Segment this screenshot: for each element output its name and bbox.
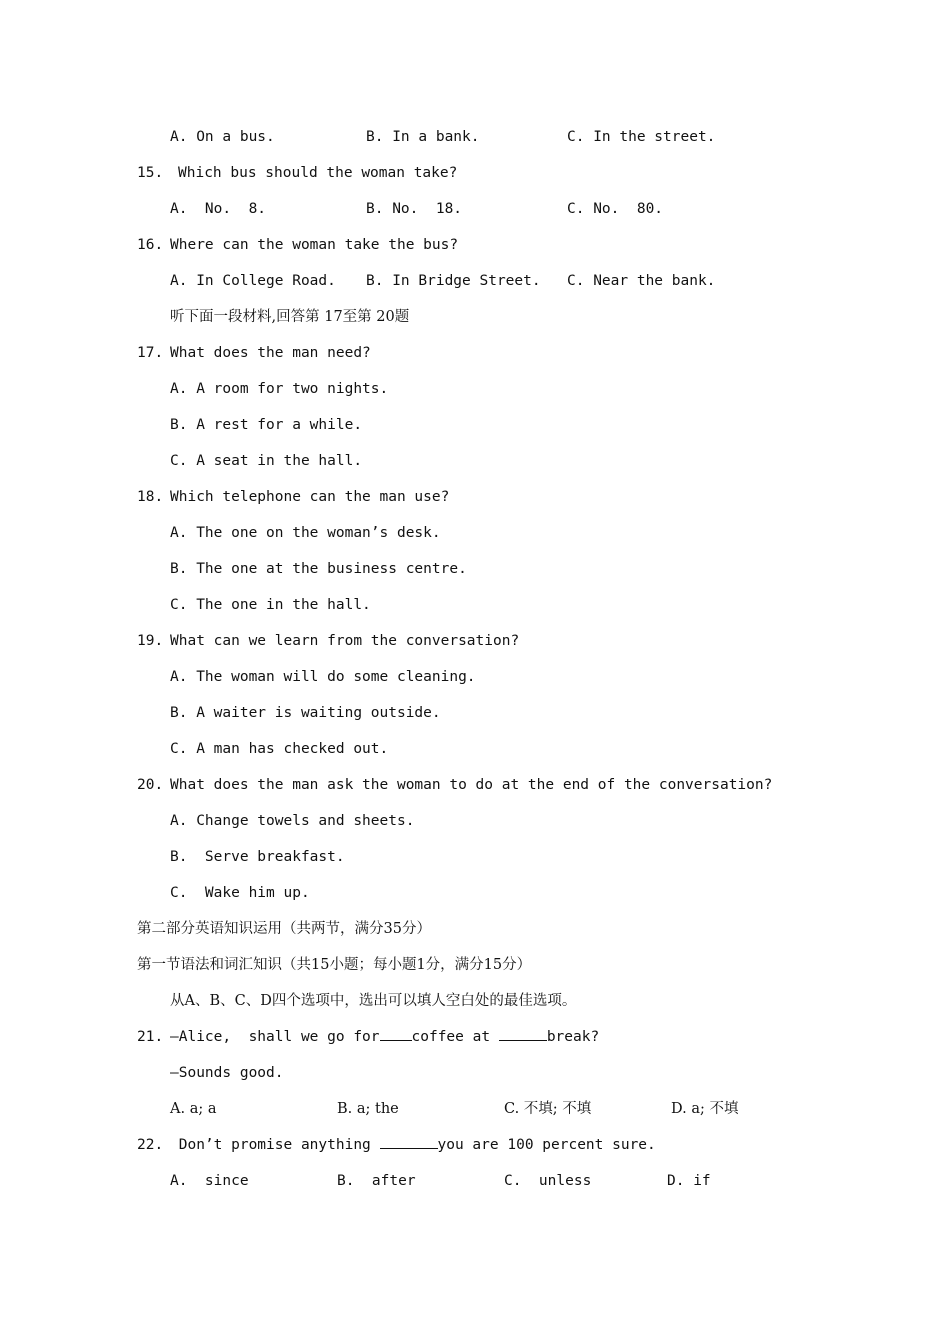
- q16-text: Where can the woman take the bus?: [170, 237, 459, 253]
- q15-option-c: C. No. 80.: [567, 201, 664, 217]
- q20-text: What does the man ask the woman to do at the end of the conversation?: [170, 777, 773, 793]
- q21-option-b: B. a; the: [337, 1101, 399, 1117]
- q21-option-a: A. a; a: [170, 1101, 217, 1117]
- q20-option-a: A. Change towels and sheets.: [170, 813, 415, 829]
- q20-option-b: B. Serve breakfast.: [170, 849, 345, 865]
- q21-reply: —Sounds good.: [170, 1065, 284, 1081]
- q22-option-d: D. if: [667, 1173, 711, 1189]
- q17-option-a: A. A room for two nights.: [170, 381, 389, 397]
- q22-text: [170, 1133, 656, 1157]
- q16-option-c: C. Near the bank.: [567, 273, 716, 289]
- section1-title: 第一节语法和词汇知识（共15小题；每小题1分，满分15分）: [137, 957, 532, 973]
- q20-option-c: C. Wake him up.: [170, 885, 310, 901]
- listening-instruction: 听下面一段材料,回答第 17至第 20题: [170, 309, 410, 325]
- q15-option-a: A. No. 8.: [170, 201, 267, 217]
- q21-number: 21.: [137, 1029, 164, 1045]
- q17-number: 17.: [137, 345, 164, 361]
- q15-number: 15.: [137, 165, 164, 181]
- q16-option-b: B. In Bridge Street.: [366, 273, 541, 289]
- q21-text-part3: break?: [546, 1029, 600, 1045]
- q21-blank-2: [499, 1025, 547, 1041]
- q14-option-c: C. In the street.: [567, 129, 716, 145]
- q18-text: Which telephone can the man use?: [170, 489, 450, 505]
- q19-number: 19.: [137, 633, 164, 649]
- q22-option-b: B. after: [337, 1173, 416, 1189]
- q17-text: What does the man need?: [170, 345, 371, 361]
- q16-option-a: A. In College Road.: [170, 273, 336, 289]
- q15-text: Which bus should the woman take?: [178, 165, 458, 181]
- q18-option-a: A. The one on the woman’s desk.: [170, 525, 441, 541]
- q22-text-part1: Don’t promise anything: [170, 1137, 380, 1153]
- q21-blank-1: [380, 1025, 412, 1041]
- q22-option-a: A. since: [170, 1173, 249, 1189]
- q22-number: 22.: [137, 1137, 164, 1153]
- part2-title: 第二部分英语知识运用（共两节，满分35分）: [137, 921, 431, 937]
- q18-option-c: C. The one in the hall.: [170, 597, 371, 613]
- q17-option-b: B. A rest for a while.: [170, 417, 363, 433]
- q17-option-c: C. A seat in the hall.: [170, 453, 363, 469]
- q21-text-part1: —Alice, shall we go for: [170, 1029, 380, 1045]
- q22-blank: [380, 1133, 438, 1149]
- q18-number: 18.: [137, 489, 164, 505]
- q21-text-part2: coffee at: [411, 1029, 499, 1045]
- q19-option-c: C. A man has checked out.: [170, 741, 389, 757]
- q21-option-d: D. a; 不填: [671, 1101, 739, 1117]
- section1-instruction: 从A、B、C、D四个选项中，选出可以填人空白处的最佳选项。: [170, 993, 577, 1009]
- q20-number: 20.: [137, 777, 164, 793]
- q19-text: What can we learn from the conversation?: [170, 633, 520, 649]
- q21-text: [170, 1025, 599, 1049]
- q16-number: 16.: [137, 237, 164, 253]
- q22-option-c: C. unless: [504, 1173, 592, 1189]
- q22-text-part2: you are 100 percent sure.: [437, 1137, 656, 1153]
- q19-option-b: B. A waiter is waiting outside.: [170, 705, 441, 721]
- q21-option-c: C. 不填; 不填: [504, 1101, 592, 1117]
- q14-option-b: B. In a bank.: [366, 129, 480, 145]
- q15-option-b: B. No. 18.: [366, 201, 463, 217]
- q18-option-b: B. The one at the business centre.: [170, 561, 467, 577]
- q14-option-a: A. On a bus.: [170, 129, 275, 145]
- q19-option-a: A. The woman will do some cleaning.: [170, 669, 476, 685]
